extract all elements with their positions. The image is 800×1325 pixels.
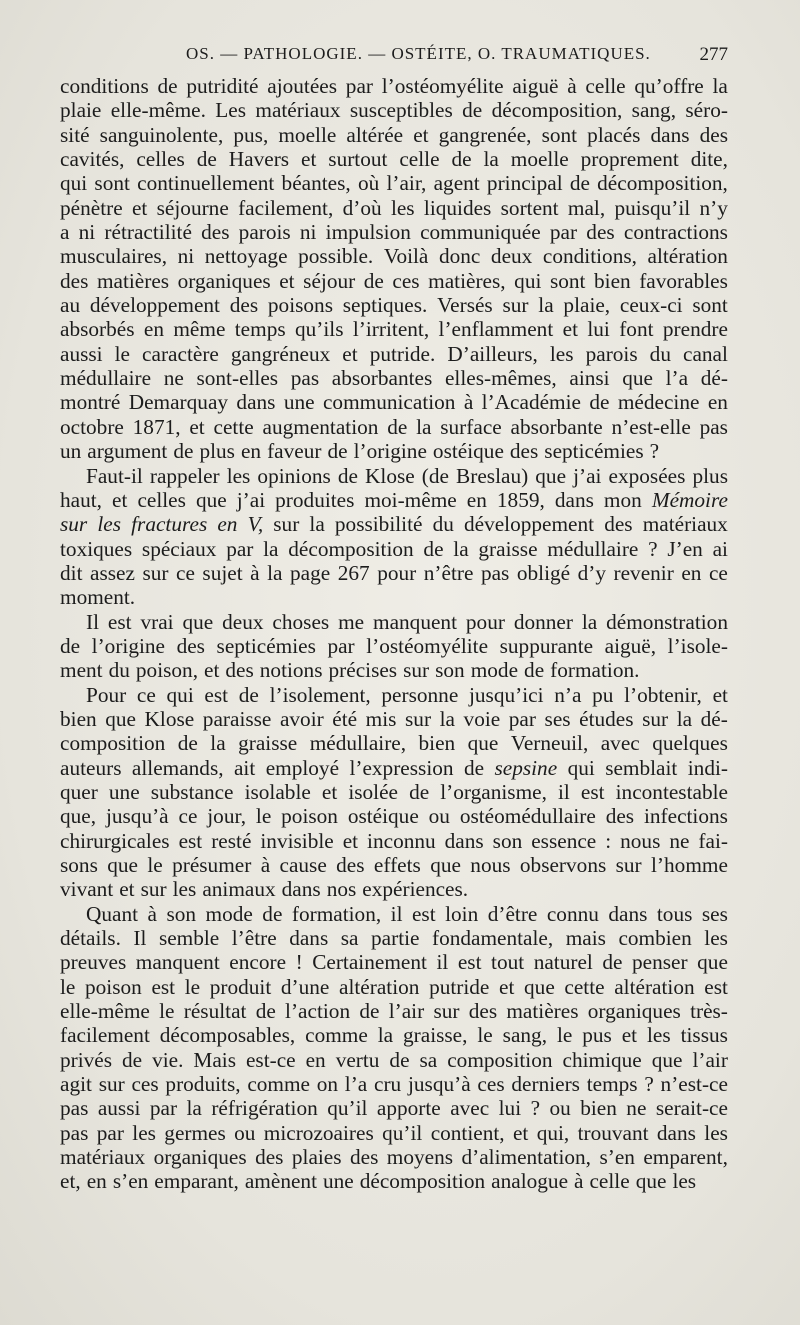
text-line: bien que Klose paraisse avoir été mis sur la voie par ses études sur la dé- <box>60 706 728 731</box>
text-line: Pour ce qui est de l’isolement, personne jusqu’ici n’a pu l’obtenir, et <box>86 682 728 707</box>
text-line: moment. <box>60 585 136 610</box>
paragraph <box>60 683 728 902</box>
text-line: octobre 1871, et cette augmentation de la surface absorbante n’est-elle pas <box>60 414 728 439</box>
text-line: vivant et sur les animaux dans nos expériences. <box>60 877 469 902</box>
text-line: cavités, celles de Havers et surtout celle de la moelle proprement dite, <box>60 147 728 172</box>
text-line: agit sur ces produits, comme on l’a cru jusqu’à ces derniers temps ? n’est-ce <box>60 1072 728 1097</box>
text-line: montré Demarquay dans une communication à l’Académie de médecine en <box>60 390 728 415</box>
text-line: sons que le présumer à cause des effets que nous observons sur l’homme <box>60 853 728 877</box>
text-line: pas par les germes ou microzoaires qu’il contient, et qui, trouvant dans les <box>60 1120 728 1145</box>
text-line: aussi le caractère gangréneux et putride. D’ailleurs, les parois du canal <box>60 341 728 366</box>
text-line: sité sanguinolente, pus, moelle altérée et gangrenée, sont placés dans des <box>60 122 728 147</box>
text-line: matériaux organiques des plaies des moyens d’alimentation, s’en emparent, <box>60 1145 728 1170</box>
text-line: toxiques spéciaux par la décomposition de la graisse médullaire ? J’en ai <box>60 536 728 561</box>
text-line: au développement des poisons septiques. Versés sur la plaie, ceux-ci sont <box>60 293 728 318</box>
paragraph <box>60 902 728 1194</box>
paragraph <box>60 610 728 683</box>
paragraph <box>60 74 728 464</box>
text-line: Quant à son mode de formation, il est loin d’être connu dans tous ses <box>86 901 728 926</box>
text-line: auteurs allemands, ait employé l’expression de sepsine qui semblait indi- <box>60 755 728 780</box>
text-line: absorbés en même temps qu’ils l’irritent, l’enflamment et lui font prendre <box>60 317 728 342</box>
text-line: preuves manquent encore ! Certainement il est tout naturel de penser que <box>60 950 728 975</box>
text-line: Il est vrai que deux choses me manquent pour donner la démonstration <box>86 609 728 634</box>
text-line: plaie elle-même. Les matériaux susceptibles de décomposition, sang, séro- <box>60 98 728 123</box>
text-line: musculaires, ni nettoyage possible. Voilà donc deux conditions, altération <box>60 244 728 269</box>
paragraph <box>60 464 728 610</box>
text-line: elle-même le résultat de l’action de l’air sur des matières organiques très- <box>60 999 728 1024</box>
text-line: facilement décomposables, comme la graisse, le sang, le pus et les tissus <box>60 1023 728 1048</box>
text-line: et, en s’en emparant, amènent une décomposition analogue à celle que les <box>60 1169 697 1194</box>
text-line: des matières organiques et séjour de ces matières, qui sont bien favorables <box>60 268 728 293</box>
text-line: conditions de putridité ajoutées par l’ostéomyélite aiguë à celle qu’offre la <box>60 74 728 98</box>
text-line: privés de vie. Mais est-ce en vertu de sa composition chimique que l’air <box>60 1047 728 1072</box>
text-line: dit assez sur ce sujet à la page 267 pour n’être pas obligé d’y revenir en ce <box>60 560 728 585</box>
text-line: quer une substance isolable et isolée de l’organisme, il est incontestable <box>60 779 728 804</box>
text-line: sur les fractures en V, sur la possibilité du développement des matériaux <box>60 512 728 537</box>
text-line: de l’origine des septicémies par l’ostéomyélite suppurante aiguë, l’isole- <box>60 633 728 658</box>
text-line: ment du poison, et des notions précises sur son mode de formation. <box>60 658 640 683</box>
running-title: OS. — PATHOLOGIE. — OSTÉITE, O. TRAUMATIQUES. <box>186 44 651 63</box>
text-line: le poison est le produit d’une altération putride et que cette altération est <box>60 974 728 999</box>
text-line: pénètre et séjourne facilement, d’où les liquides sortent mal, puisqu’il n’y <box>60 195 728 220</box>
running-head <box>60 44 728 70</box>
page-number: 277 <box>699 44 728 65</box>
text-line: un argument de plus en faveur de l’origine ostéique des septicémies ? <box>60 439 660 464</box>
text-line: médullaire ne sont-elles pas absorbantes elles-mêmes, ainsi que l’a dé- <box>60 366 728 391</box>
text-line: détails. Il semble l’être dans sa partie fondamentale, mais combien les <box>60 926 728 951</box>
text-line: composition de la graisse médullaire, bien que Verneuil, avec quelques <box>60 731 728 756</box>
text-line: pas aussi par la réfrigération qu’il apporte avec lui ? ou bien ne serait-ce <box>60 1096 728 1121</box>
text-line: haut, et celles que j’ai produites moi-même en 1859, dans mon Mémoire <box>60 487 728 512</box>
text-line: a ni rétractilité des parois ni impulsion communiquée par des contractions <box>60 220 728 245</box>
text-line: que, jusqu’à ce jour, le poison ostéique ou ostéomédullaire des infections <box>60 804 728 829</box>
body-text <box>60 74 728 1194</box>
text-line: qui sont continuellement béantes, où l’air, agent principal de décomposition, <box>60 171 728 196</box>
text-line: Faut-il rappeler les opinions de Klose (de Breslau) que j’ai exposées plus <box>86 463 728 488</box>
text-line: chirurgicales est resté invisible et inconnu dans son essence : nous ne fai- <box>60 828 728 853</box>
